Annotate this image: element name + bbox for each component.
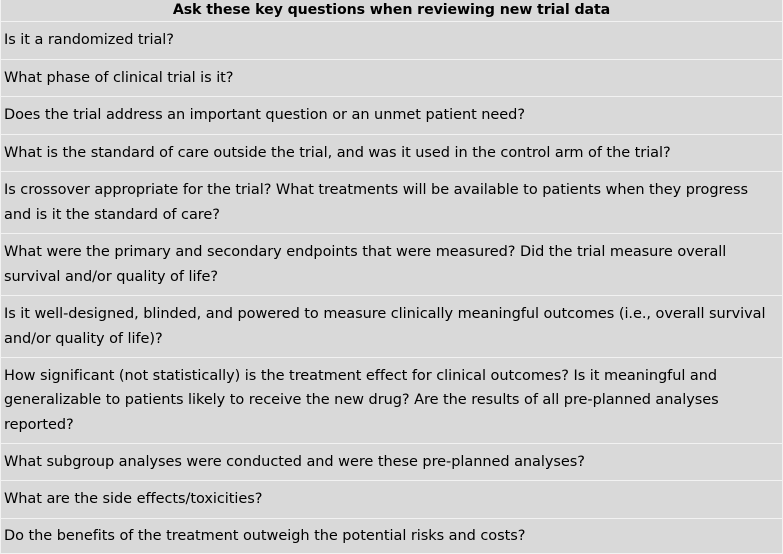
table-row: What are the side effects/toxicities? <box>1 481 782 519</box>
table-row: Is it well-designed, blinded, and powered to measure clinically meaningful outcomes (i.e., overall survival and/or quality of life)? <box>1 296 782 358</box>
table-row: What subgroup analyses were conducted and were these pre-planned analyses? <box>1 444 782 481</box>
table-row: What were the primary and secondary endpoints that were measured? Did the trial measure overall survival and/or quality of life? <box>1 234 782 296</box>
table-row: Is crossover appropriate for the trial? What treatments will be available to patients when they progress and is it the standard of care? <box>1 172 782 234</box>
table-row: Does the trial address an important question or an unmet patient need? <box>1 97 782 135</box>
table-row: Is it a randomized trial? <box>1 22 782 60</box>
table-title: Ask these key questions when reviewing new trial data <box>1 0 782 22</box>
table-row: What is the standard of care outside the trial, and was it used in the control arm of the trial? <box>1 135 782 172</box>
table-row: What phase of clinical trial is it? <box>1 60 782 97</box>
table-row: How significant (not statistically) is the treatment effect for clinical outcomes? Is it meaningful and generalizable to patients likely to receive the new drug? Are the results of all pre-planned analyses reported? <box>1 358 782 444</box>
table-row: Do the benefits of the treatment outweigh the potential risks and costs? <box>4 528 526 545</box>
